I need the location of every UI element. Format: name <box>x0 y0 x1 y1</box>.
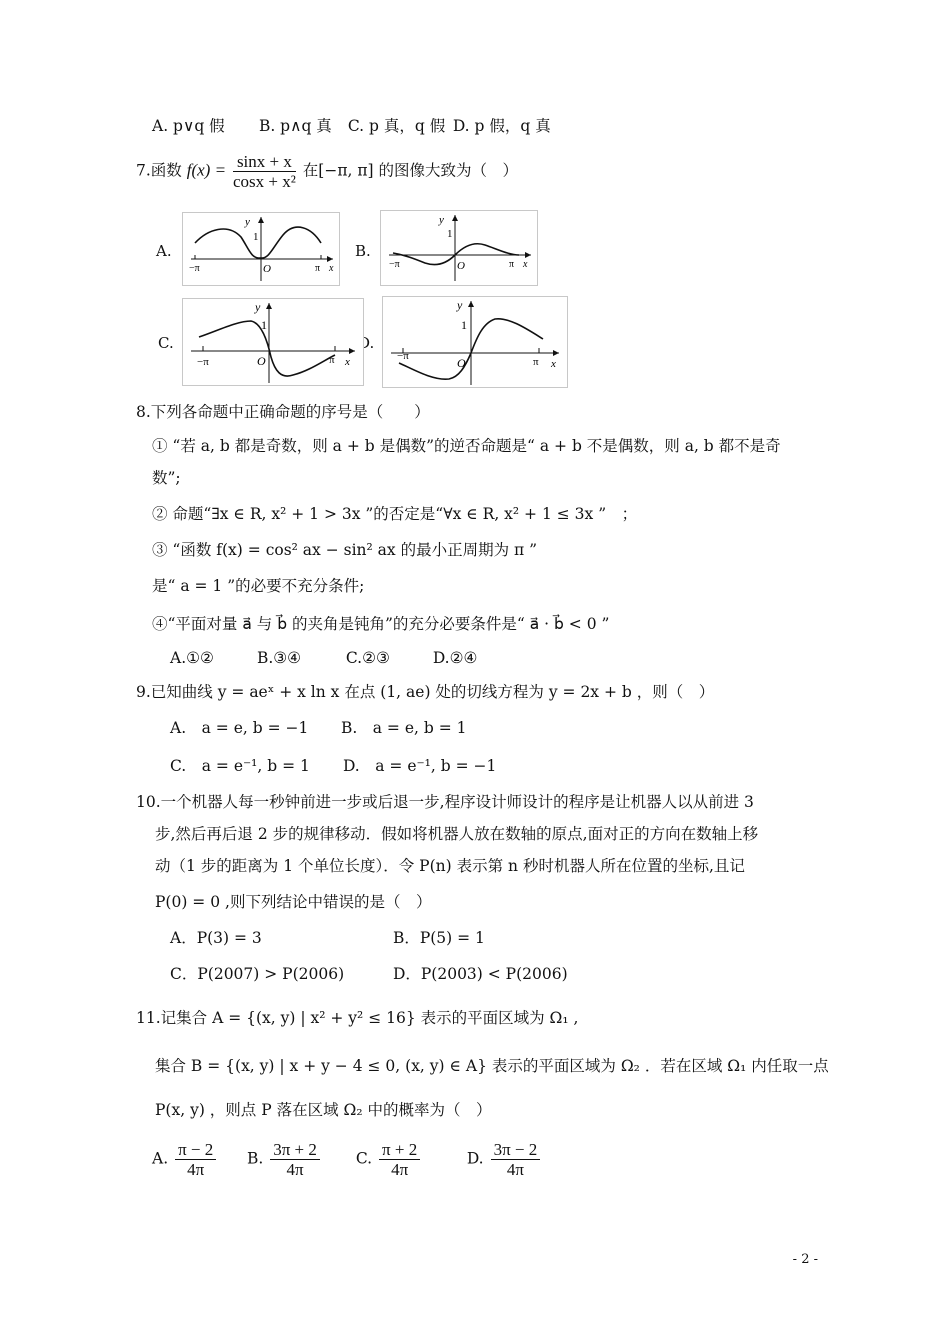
curve <box>199 321 335 376</box>
q6-option-c: C. p 真，q 假 <box>347 117 446 135</box>
origin-label: O <box>457 356 466 370</box>
q7-numerator: sinx + x <box>233 152 296 172</box>
q8-option-a: A.①② <box>170 649 214 667</box>
x-axis-arrow <box>349 348 355 354</box>
pi-label: π <box>315 263 321 274</box>
page-number: - 2 - <box>792 1252 818 1267</box>
q11-line-2: 集合 B = {(x, y) | x + y − 4 ≤ 0, (x, y) ∈ A} 表示的平面区域为 Ω₂ ．若在区域 Ω₁ 内任取一点 <box>155 1057 829 1075</box>
x-label: x <box>345 356 350 368</box>
q8-option-b: B.③④ <box>256 649 302 667</box>
x-label: x <box>329 263 334 274</box>
q8-statement-2: ② 命题“∃x ∈ R, x² + 1 > 3x ”的否定是“∀x ∈ R, x² + 1 ≤ 3x ” ； <box>152 505 638 523</box>
q11-option-b-num: 3π + 2 <box>270 1140 320 1160</box>
q11-option-c <box>356 1140 462 1179</box>
origin-label: O <box>457 260 465 272</box>
one-label: 1 <box>461 318 467 332</box>
origin-label: O <box>257 354 266 368</box>
q10-line-2: 步,然后再后退 2 步的规律移动．假如将机器人放在数轴的原点,面对正的方向在数轴上移 <box>155 825 759 843</box>
q7-denominator: cosx + x² <box>232 172 296 191</box>
q7-prefix: 7.函数 <box>136 161 182 180</box>
q7-graph-c <box>182 298 364 386</box>
q7-graph-a <box>182 212 340 286</box>
pi-label: π <box>329 354 335 366</box>
q10-line-4: P(0) = 0 ,则下列结论中错误的是（ ） <box>155 893 432 911</box>
q11-option-d-fraction <box>491 1140 541 1179</box>
q11-option-c-fraction <box>379 1140 420 1179</box>
one-label: 1 <box>447 228 453 240</box>
origin-label: O <box>263 263 271 275</box>
neg-pi-label: −π <box>389 259 400 270</box>
q11-option-c-num: π + 2 <box>379 1140 420 1160</box>
q11-line-1: 11.记集合 A = {(x, y) | x² + y² ≤ 16} 表示的平面区域为 Ω₁ , <box>136 1009 579 1027</box>
q7-graph-d <box>382 296 568 388</box>
q8-option-d: D.②④ <box>432 649 478 667</box>
y-axis-arrow <box>258 217 264 223</box>
y-label: y <box>255 300 261 314</box>
q11-options <box>152 1140 542 1179</box>
q11-option-c-label: C. <box>355 1149 373 1168</box>
q8-stem: 8.下列各命题中正确命题的序号是（ ） <box>136 403 430 421</box>
q7-fraction <box>233 152 296 191</box>
neg-pi-label: −π <box>197 356 209 368</box>
y-label: y <box>457 298 463 312</box>
x-axis-arrow <box>327 256 333 262</box>
pi-label: π <box>533 356 539 368</box>
q9-stem: 9.已知曲线 y = aeˣ + x ln x 在点 (1, ae) 处的切线方程为 y = 2x + b ，则（ ） <box>136 683 715 701</box>
q11-option-b-label: B. <box>246 1149 264 1168</box>
q11-option-d-label: D. <box>466 1149 484 1168</box>
q8-statement-4: ④“平面对量 a⃗ 与 b⃗ 的夹角是钝角”的充分必要条件是“ a⃗ · b⃗ < 0 ” <box>152 615 610 633</box>
q11-option-d <box>467 1140 542 1179</box>
q9-option-c: C. a = e⁻¹, b = 1 <box>170 757 310 775</box>
q6-option-a: A. p∨q 假 <box>152 117 225 135</box>
q11-option-a-label: A. <box>152 1149 169 1168</box>
q8-statement-3a: ③ “函数 f(x) = cos² ax − sin² ax 的最小正周期为 π ” <box>152 541 538 559</box>
q7-label-d: D. <box>358 334 375 352</box>
q10-option-a: A．P(3) = 3 <box>170 929 262 947</box>
q7-graph-b <box>380 210 538 286</box>
neg-pi-label: −π <box>189 263 200 274</box>
q10-line-3: 动（1 步的距离为 1 个单位长度）．令 P(n) 表示第 n 秒时机器人所在位置的坐标,且记 <box>155 857 745 875</box>
q11-option-a-num: π − 2 <box>175 1140 216 1160</box>
q11-option-a <box>152 1140 242 1179</box>
one-label: 1 <box>261 318 267 332</box>
q7-label-b: B. <box>355 242 371 260</box>
x-label: x <box>523 259 528 270</box>
q7-label-a: A. <box>156 242 172 260</box>
q11-option-c-den: 4π <box>391 1160 409 1179</box>
neg-pi-label: −π <box>397 350 409 362</box>
q11-option-d-num: 3π − 2 <box>491 1140 541 1160</box>
q6-options <box>152 116 551 136</box>
q11-option-a-den: 4π <box>187 1160 205 1179</box>
q11-option-b-fraction <box>270 1140 320 1179</box>
q11-line-3: P(x, y) ，则点 P 落在区域 Ω₂ 中的概率为（ ） <box>155 1101 492 1119</box>
y-axis-arrow <box>266 303 272 309</box>
q7-func: f(x) = <box>186 160 227 180</box>
q10-line-1: 10.一个机器人每一秒钟前进一步或后退一步,程序设计师设计的程序是让机器人以从前进 3 <box>136 793 754 811</box>
q8-statement-1a: ① “若 a, b 都是奇数，则 a + b 是偶数”的逆否命题是“ a + b 不是偶数，则 a, b 都不是奇 <box>152 437 781 455</box>
x-axis-arrow <box>525 252 531 258</box>
q7-label-c: C. <box>158 334 174 352</box>
curve <box>393 244 519 265</box>
q10-option-b: B．P(5) = 1 <box>392 929 485 947</box>
q10-option-c: C．P(2007) > P(2006) <box>170 965 345 983</box>
q8-statement-3b: 是“ a = 1 ”的必要不充分条件; <box>152 577 365 595</box>
q10-options-row2 <box>170 964 568 984</box>
q6-option-b: B. p∧q 真 <box>258 117 332 135</box>
y-axis-arrow <box>452 215 458 221</box>
q11-option-d-den: 4π <box>506 1160 524 1179</box>
q8-option-c: C.②③ <box>345 649 390 667</box>
q9-option-a: A. a = e, b = −1 <box>170 719 309 737</box>
pi-label: π <box>509 259 515 270</box>
x-label: x <box>551 358 556 370</box>
q9-options-row2 <box>170 756 496 776</box>
q9-option-d: D. a = e⁻¹, b = −1 <box>342 757 497 775</box>
one-label: 1 <box>253 231 259 243</box>
q7-suffix: 在[−π, π] 的图像大致为（ ） <box>302 161 519 180</box>
q11-option-b <box>247 1140 351 1179</box>
q6-option-d: D. p 假，q 真 <box>452 117 551 135</box>
y-label: y <box>439 214 444 226</box>
q11-option-a-fraction <box>175 1140 216 1179</box>
y-label: y <box>245 216 250 228</box>
q8-statement-1b: 数”; <box>152 469 181 487</box>
q9-option-b: B. a = e, b = 1 <box>340 719 467 737</box>
q10-options-row1 <box>170 928 485 948</box>
q8-options <box>170 648 477 668</box>
q7-stem <box>136 152 518 191</box>
q11-option-b-den: 4π <box>286 1160 304 1179</box>
y-axis-arrow <box>468 301 474 307</box>
q9-options-row1 <box>170 718 467 738</box>
q10-option-d: D．P(2003) < P(2006) <box>392 965 568 983</box>
x-axis-arrow <box>553 350 559 356</box>
